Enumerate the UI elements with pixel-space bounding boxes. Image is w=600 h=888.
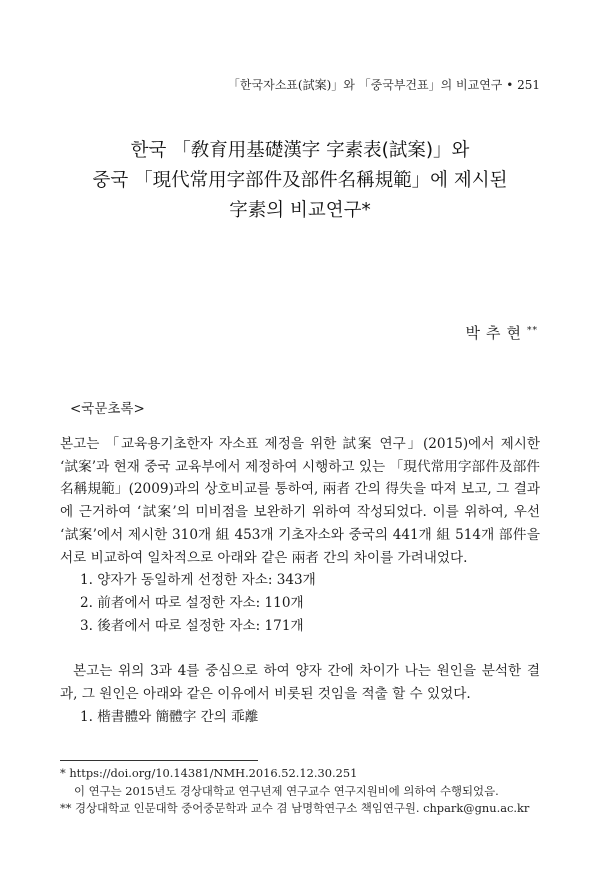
list-item: 1. 楷書體와 簡體字 간의 乖離	[80, 708, 259, 725]
list-item: 2. 前者에서 따로 설정한 자소: 110개	[80, 594, 304, 611]
author-name: 박추현	[465, 324, 527, 342]
footnotes	[60, 765, 544, 818]
cause-list	[60, 706, 540, 729]
footnote-1	[60, 765, 544, 783]
title-line-1: 한국 「敎育用基礎漢字 字素表(試案)」와	[130, 140, 470, 161]
list-item: 3. 後者에서 따로 설정한 자소: 171개	[80, 617, 304, 634]
difference-list	[60, 569, 540, 637]
abstract-paragraph-2: 본고는 위의 3과 4를 중심으로 하여 양자 간에 차이가 나는 원인을 분석한 결과, 그 원인은 아래와 같은 이유에서 비롯된 것임을 적출 할 수 있었다.	[60, 663, 540, 703]
list-item: 1. 양자가 동일하게 선정한 자소: 343개	[80, 572, 316, 589]
footnote-1-mark: *	[60, 766, 66, 780]
abstract-label: <국문초록>	[70, 401, 145, 417]
footnote-1-text: 이 연구는 2015년도 경상대학교 연구년제 연구교수 연구지원비에 의하여 수행되었음.	[74, 783, 499, 798]
doi-link[interactable]: https://doi.org/10.14381/NMH.2016.52.12.30.251	[69, 766, 358, 780]
abstract-body	[60, 433, 540, 728]
paper-title	[40, 136, 560, 226]
abstract-paragraph-1: 본고는 「교육용기초한자 자소표 제정을 위한 試案 연구」(2015)에서 제시한 ‘試案’과 현재 중국 교육부에서 제정하여 시행하고 있는 「現代常用字部件及部件名稱規範」(2009)과의 상호비교를 통하여, 兩者 간의 得失을 따져 보고, 그 결과에 근거하여 ‘試案’의 미비점을 보완하기 위하여 작성되었다. 이를 위하여, 우선 ‘試案’에서 제시한 310개 組 453개 기초자소와 중국의 441개 組 514개 部件을 서로 비교하여 일차적으로 아래와 같은 兩者 간의 차이를 가려내었다.	[60, 436, 540, 566]
footnote-2: ** 경상대학교 인문대학 중어중문학과 교수 겸 남명학연구소 책임연구원. chpark@gnu.ac.kr	[60, 801, 530, 815]
title-line-2: 중국 「現代常用字部件及部件名稱規範」에 제시된	[92, 170, 508, 191]
author-footnote-mark: **	[527, 326, 538, 336]
footnote-divider	[60, 760, 258, 761]
author	[466, 322, 538, 343]
running-head: 「한국자소표(試案)」와 「중국부건표」의 비교연구 • 251	[227, 78, 540, 92]
title-line-3: 字素의 비교연구*	[229, 200, 371, 221]
